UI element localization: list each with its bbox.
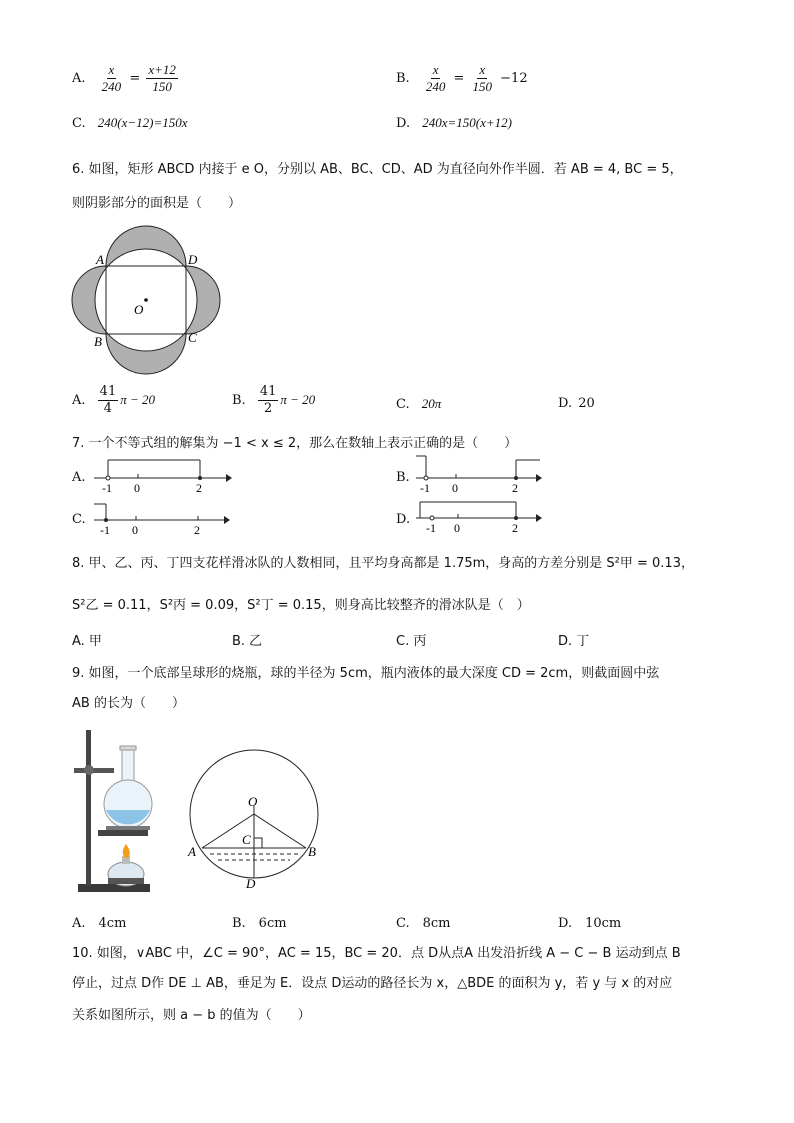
flame <box>123 844 130 858</box>
fraction: $\frac{41}{2}$ <box>259 384 277 416</box>
q9-stem-line2: AB 的长为（ ） <box>72 696 185 711</box>
q5-option-c: C. 240(x−12)=150x <box>72 115 188 131</box>
svg-text:0: 0 <box>454 521 460 535</box>
svg-text:2: 2 <box>512 521 518 535</box>
q7-number-line-d <box>412 494 552 538</box>
q6-figure <box>68 222 228 382</box>
label-c: C <box>188 330 197 345</box>
q7-number-line-b <box>412 452 552 496</box>
q6-option-b: B. $\frac{41}{2}$ π − 20 <box>232 384 316 416</box>
q9-option-c: C. 8cm <box>396 916 451 931</box>
tick-zero: 0 <box>134 481 140 495</box>
svg-text:0: 0 <box>452 481 458 495</box>
flask-neck <box>122 750 134 784</box>
q9-option-a: A. 4cm <box>72 916 127 931</box>
q9-option-d: D. 10cm <box>558 916 622 931</box>
q10-stem-line2: 停止，过点 D作 DE ⊥ AB，垂足为 E．设点 D运动的路径长为 x，△BDE 的面积为 y，若 y 与 x 的对应 <box>72 976 673 991</box>
label-a: A <box>96 252 104 267</box>
fraction: $\frac{x}{240}$ <box>425 62 446 94</box>
q6-option-c: C. 20π <box>396 396 442 412</box>
q7-stem: 7. 一个不等式组的解集为 −1 < x ≤ 2，那么在数轴上表示正确的是（ ） <box>72 436 518 451</box>
stand-rod <box>86 730 91 886</box>
flask-illustration <box>70 722 160 897</box>
q6-stem-line1: 6. 如图，矩形 ABCD 内接于 e O，分别以 AB、BC、CD、AD 为直径向外作半圆．若 AB = 4, BC = 5， <box>72 162 683 177</box>
center-point <box>144 298 148 302</box>
q9-option-b: B. 6cm <box>232 916 287 931</box>
clamp-arm <box>74 768 114 773</box>
q6-option-a: A. $\frac{41}{4}$ π − 20 <box>72 384 156 416</box>
label-a: A <box>188 844 196 859</box>
q5-option-b: B. $\frac{x}{240}$ = $\frac{x}{150}$ −12 <box>396 62 528 94</box>
label-b: B <box>94 334 102 349</box>
q8-option-d: D. 丁 <box>558 634 590 649</box>
q8-option-c: C. 丙 <box>396 634 427 649</box>
tick-two: 2 <box>196 481 202 495</box>
q10-stem-line3: 关系如图所示，则 a − b 的值为（ ） <box>72 1008 311 1023</box>
label-d: D <box>188 252 198 267</box>
ring-support <box>98 830 148 836</box>
svg-text:2: 2 <box>194 523 200 537</box>
label-o: O <box>248 794 258 809</box>
q9-circle-figure <box>180 740 330 895</box>
q10-stem-line1: 10. 如图，∨ABC 中，∠C = 90°，AC = 15，BC = 20．点 D从点A 出发沿折线 A − C − B 运动到点 B <box>72 946 681 961</box>
q7-option-c-label: C. <box>72 512 86 527</box>
svg-text:2: 2 <box>512 481 518 495</box>
label-d: D <box>246 876 256 891</box>
label-c: C <box>242 832 251 847</box>
q6-option-d: D. 20 <box>558 396 595 411</box>
q6-stem-line2: 则阴影部分的面积是（ ） <box>72 196 242 211</box>
q9-stem-line1: 9. 如图，一个底部呈球形的烧瓶，球的半径为 5cm，瓶内液体的最大深度 CD = 2cm，则截面圆中弦 <box>72 666 660 681</box>
fraction: $\frac{41}{4}$ <box>99 384 117 416</box>
q5-option-d: D. 240x=150(x+12) <box>396 115 512 131</box>
svg-text:-1: -1 <box>100 523 110 537</box>
q7-number-line-c <box>90 496 235 540</box>
q7-option-a-label: A. <box>72 470 86 485</box>
q8-option-a: A. 甲 <box>72 634 102 649</box>
fraction: $\frac{x}{150}$ <box>472 62 493 94</box>
label-o: O <box>134 302 144 317</box>
label-b: B <box>308 844 316 859</box>
tick-minus-one: -1 <box>102 481 112 495</box>
q5-option-a: A. $\frac{x}{240}$ = $\frac{x+12}{150}$ <box>72 62 176 94</box>
svg-text:0: 0 <box>132 523 138 537</box>
svg-text:-1: -1 <box>420 481 430 495</box>
fraction: $\frac{x}{240}$ <box>101 62 122 94</box>
q7-option-b-label: B. <box>396 470 410 485</box>
q8-stem-line1: 8. 甲、乙、丙、丁四支花样滑冰队的人数相同，且平均身高都是 1.75m，身高的方差分别是 S²甲 = 0.13， <box>72 556 694 571</box>
q8-stem-line2: S²乙 = 0.11，S²丙 = 0.09，S²丁 = 0.15，则身高比较整齐的滑冰队是（ ） <box>72 598 530 613</box>
fraction: $\frac{x+12}{150}$ <box>148 62 176 94</box>
svg-text:-1: -1 <box>426 521 436 535</box>
q7-number-line-a <box>90 452 235 496</box>
q8-option-b: B. 乙 <box>232 634 263 649</box>
q7-option-d-label: D. <box>396 512 411 527</box>
